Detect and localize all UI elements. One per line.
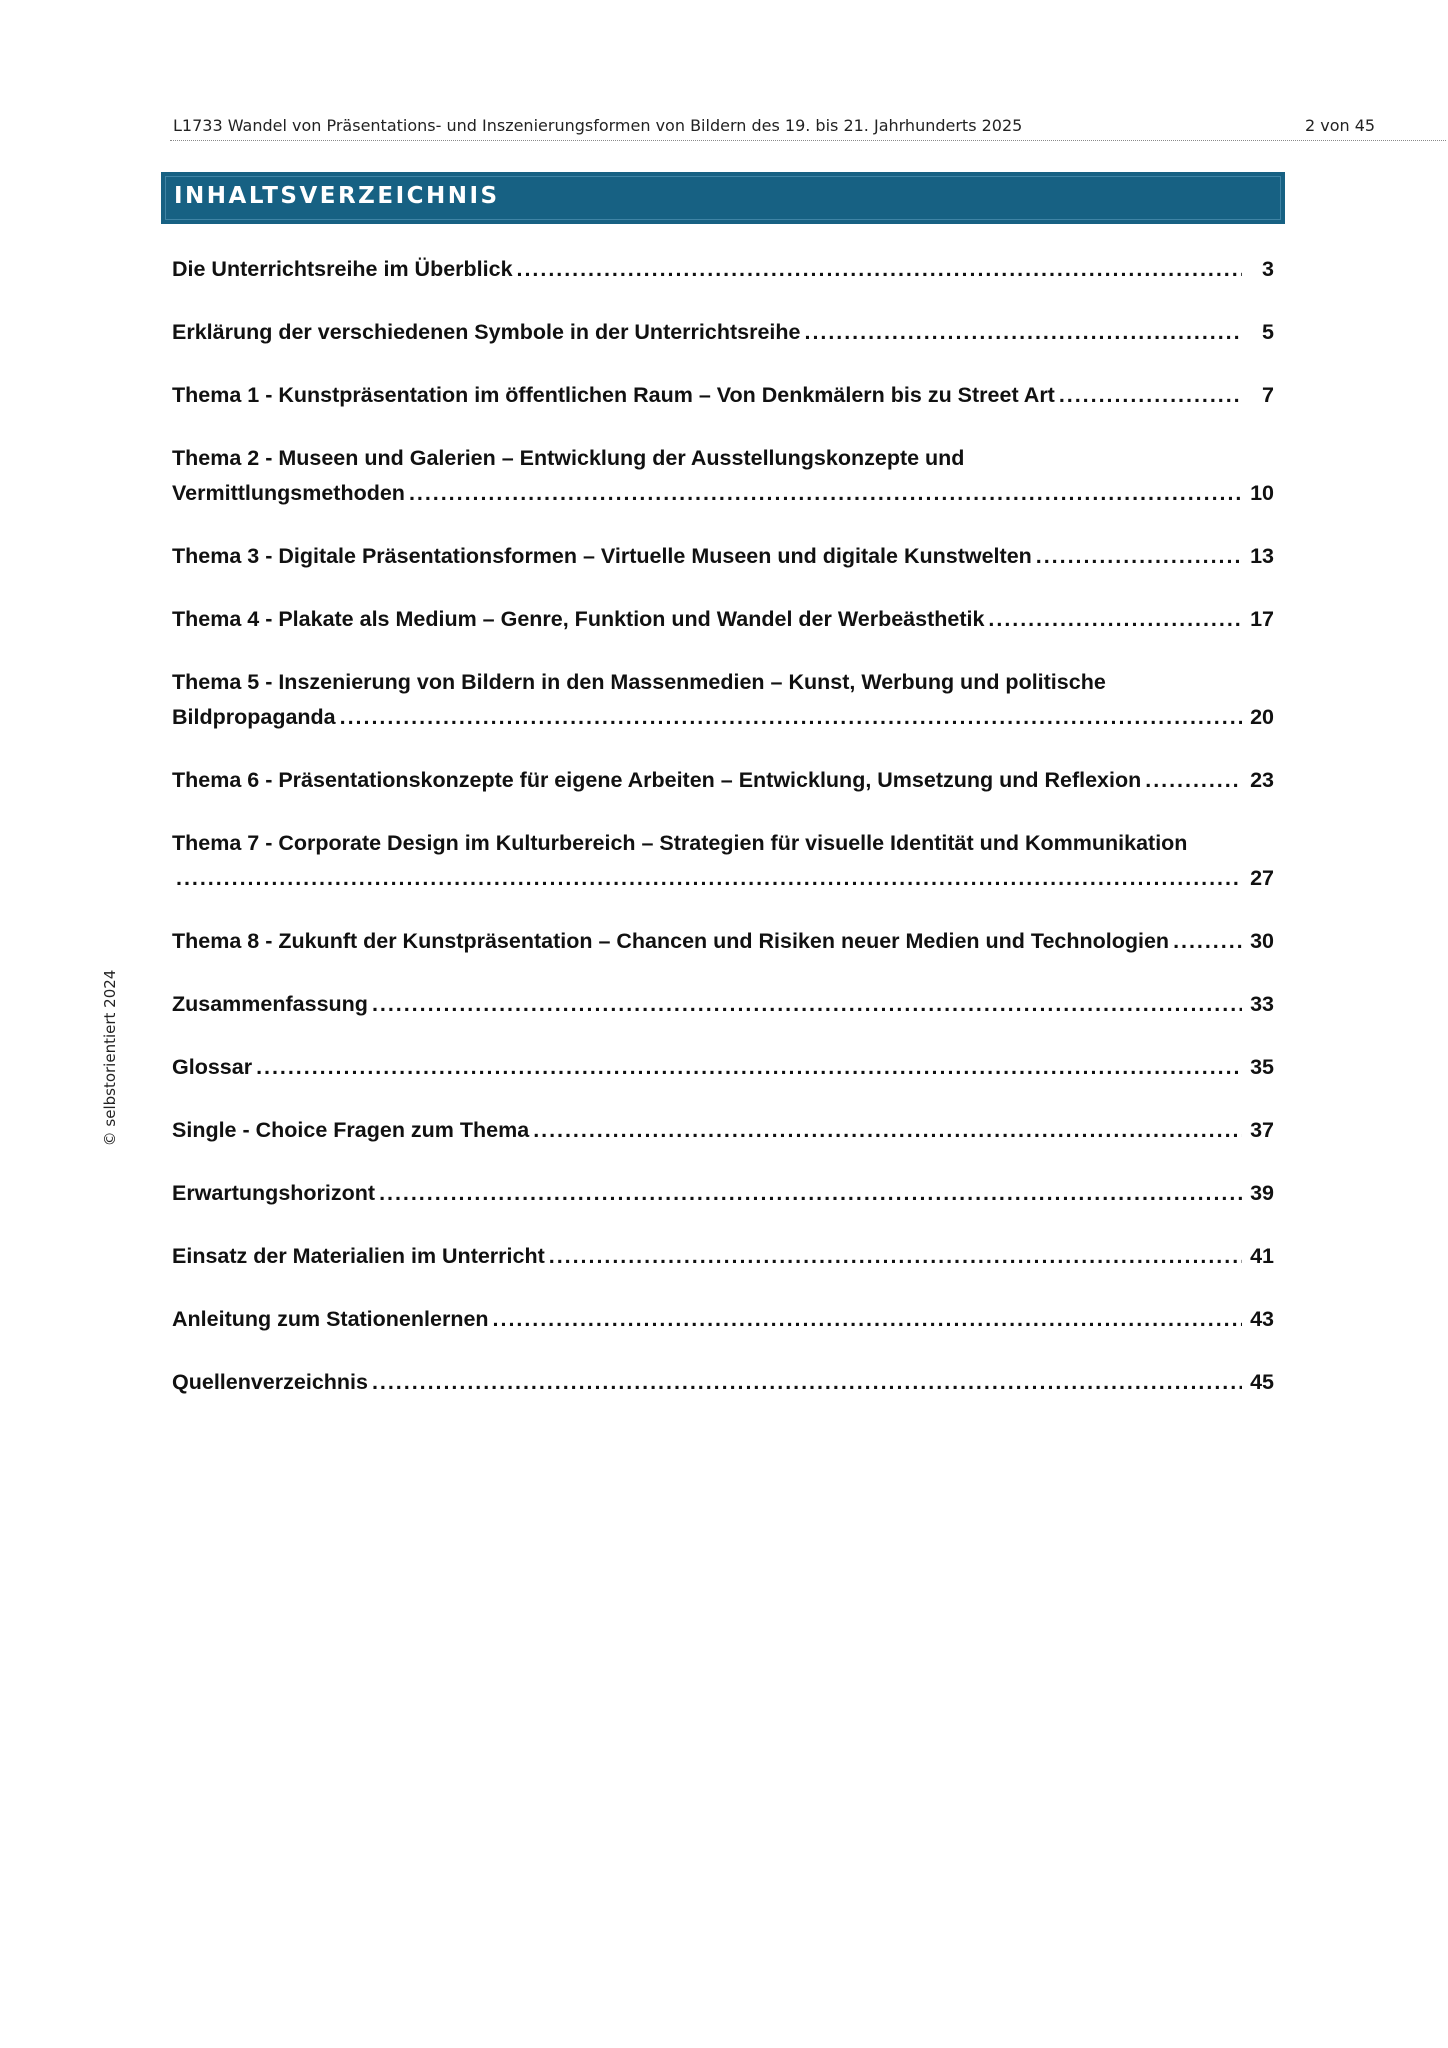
toc-entry[interactable]	[172, 1050, 1274, 1085]
toc-leader-dots	[409, 476, 1242, 511]
document-title: L1733 Wandel von Präsentations- und Inszenierungsformen von Bildern des 19. bis 21. Jahrhunderts 2025	[173, 116, 1023, 135]
toc-entry-page: 7	[1262, 383, 1274, 407]
toc-entry-label: Thema 3 - Digitale Präsentationsformen – Virtuelle Museen und digitale Kunstwelten	[172, 544, 1032, 568]
toc-entry-first-line: Thema 5 - Inszenierung von Bildern in den Massenmedien – Kunst, Werbung und politische	[172, 670, 1106, 694]
toc-entry-page: 43	[1250, 1307, 1274, 1331]
toc-heading-banner	[161, 172, 1285, 224]
toc-entry-page: 33	[1250, 992, 1274, 1016]
toc-entry-label: Single - Choice Fragen zum Thema	[172, 1118, 530, 1142]
toc-entry[interactable]	[172, 1239, 1274, 1274]
toc-entry[interactable]	[172, 602, 1274, 637]
page-number: 2 von 45	[1305, 116, 1376, 135]
toc-entry-page: 39	[1250, 1181, 1274, 1205]
toc-entry[interactable]	[172, 252, 1274, 287]
toc-leader-dots	[988, 602, 1242, 637]
toc-entry-label: Vermittlungsmethoden	[172, 481, 405, 505]
toc-heading: INHALTSVERZEICHNIS	[174, 183, 500, 209]
toc-entry-label: Zusammenfassung	[172, 992, 368, 1016]
toc-entry-label: Glossar	[172, 1055, 253, 1079]
toc-leader-dots	[176, 861, 1242, 896]
toc-entry-page: 20	[1250, 705, 1274, 729]
toc-leader-dots	[1059, 378, 1242, 413]
table-of-contents	[172, 252, 1274, 1428]
toc-entry-label: Thema 4 - Plakate als Medium – Genre, Funktion und Wandel der Werbeästhetik	[172, 607, 985, 631]
toc-entry-page: 17	[1250, 607, 1274, 631]
toc-entry-first-line: Thema 7 - Corporate Design im Kulturbereich – Strategien für visuelle Identität und Kommunikation	[172, 831, 1188, 855]
toc-leader-dots	[1036, 539, 1242, 574]
toc-entry[interactable]	[172, 1302, 1274, 1337]
toc-entry-page: 45	[1250, 1370, 1274, 1394]
toc-entry[interactable]	[172, 665, 1274, 735]
toc-entry-label: Anleitung zum Stationenlernen	[172, 1307, 489, 1331]
toc-leader-dots	[533, 1113, 1242, 1148]
toc-heading-frame	[165, 176, 1281, 220]
toc-entry-label: Erwartungshorizont	[172, 1181, 376, 1205]
toc-entry-label: Erklärung der verschiedenen Symbole in der Unterrichtsreihe	[172, 320, 801, 344]
toc-entry[interactable]	[172, 1176, 1274, 1211]
copyright-notice: © selbstorientiert 2024	[101, 969, 119, 1147]
toc-entry[interactable]	[172, 441, 1274, 511]
toc-entry[interactable]	[172, 1113, 1274, 1148]
toc-entry-page: 10	[1250, 481, 1274, 505]
toc-entry-label: Quellenverzeichnis	[172, 1370, 368, 1394]
toc-leader-dots	[379, 1176, 1242, 1211]
toc-leader-dots	[493, 1302, 1242, 1337]
toc-leader-dots	[372, 987, 1242, 1022]
toc-entry[interactable]	[172, 315, 1274, 350]
toc-entry-page: 37	[1250, 1118, 1274, 1142]
toc-entry[interactable]	[172, 987, 1274, 1022]
toc-entry-label: Thema 1 - Kunstpräsentation im öffentlichen Raum – Von Denkmälern bis zu Street Art	[172, 383, 1055, 407]
toc-entry-page: 30	[1250, 929, 1274, 953]
toc-entry-page: 27	[1250, 866, 1274, 890]
toc-entry-page: 23	[1250, 768, 1274, 792]
toc-entry[interactable]	[172, 924, 1274, 959]
toc-entry-label: Bildpropaganda	[172, 705, 336, 729]
toc-entry[interactable]	[172, 763, 1274, 798]
toc-entry[interactable]	[172, 539, 1274, 574]
toc-leader-dots	[517, 252, 1242, 287]
toc-entry-first-line: Thema 2 - Museen und Galerien – Entwicklung der Ausstellungskonzepte und	[172, 446, 965, 470]
toc-entry-page: 13	[1250, 544, 1274, 568]
toc-leader-dots	[549, 1239, 1242, 1274]
toc-entry-page: 3	[1262, 257, 1274, 281]
toc-leader-dots	[1145, 763, 1242, 798]
toc-entry[interactable]	[172, 1365, 1274, 1400]
toc-entry-page: 5	[1262, 320, 1274, 344]
toc-entry-label: Die Unterrichtsreihe im Überblick	[172, 257, 513, 281]
toc-entry-label: Thema 8 - Zukunft der Kunstpräsentation – Chancen und Risiken neuer Medien und Technologien	[172, 929, 1170, 953]
toc-leader-dots	[256, 1050, 1242, 1085]
toc-leader-dots	[372, 1365, 1242, 1400]
toc-entry-page: 35	[1250, 1055, 1274, 1079]
toc-entry-label: Thema 6 - Präsentationskonzepte für eigene Arbeiten – Entwicklung, Umsetzung und Reflexion	[172, 768, 1142, 792]
toc-entry[interactable]	[172, 378, 1274, 413]
toc-entry-label: Einsatz der Materialien im Unterricht	[172, 1244, 545, 1268]
toc-entry-page: 41	[1250, 1244, 1274, 1268]
toc-entry[interactable]	[172, 826, 1274, 896]
toc-leader-dots	[1173, 924, 1242, 959]
toc-leader-dots	[340, 700, 1242, 735]
toc-leader-dots	[805, 315, 1243, 350]
page-header	[170, 114, 1446, 141]
